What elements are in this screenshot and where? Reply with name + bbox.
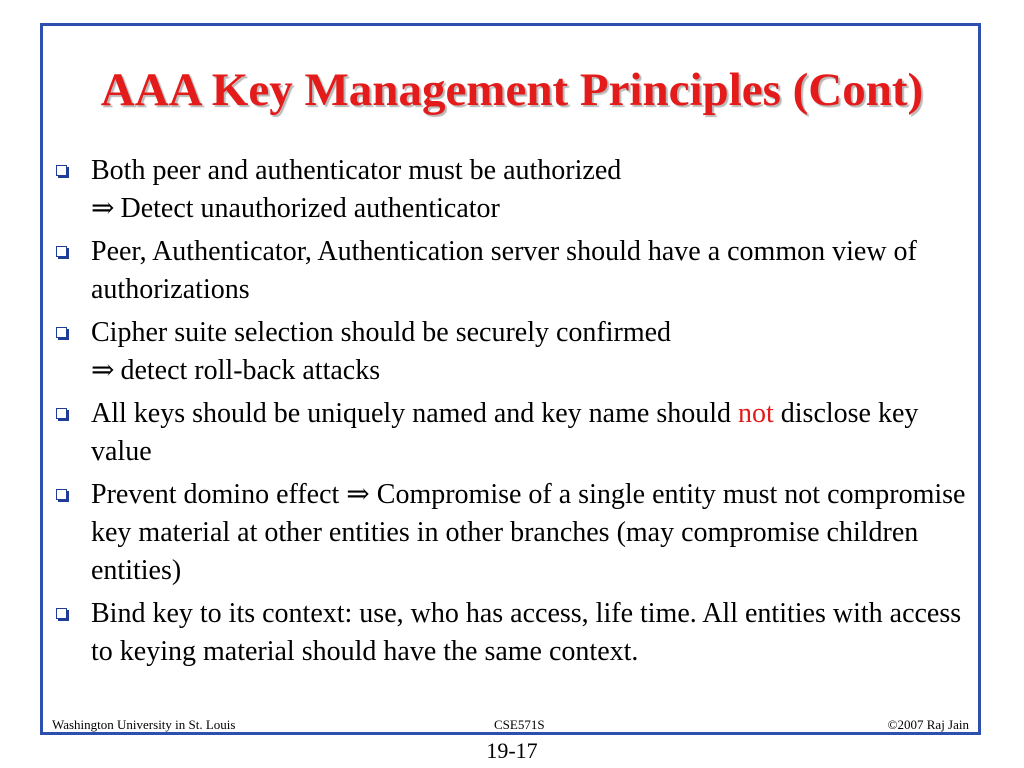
bullet-item xyxy=(56,314,966,390)
footer-institution: Washington University in St. Louis xyxy=(52,717,236,732)
bullet-text-after: Compromise of a single entity must not compromise key material at other entities in other branches (may compromise children entities) xyxy=(91,479,966,586)
square-bullet-icon xyxy=(56,165,67,176)
footer-course: CSE571S xyxy=(494,717,545,732)
bullet-list xyxy=(56,152,966,676)
implies-text: detect roll-back attacks xyxy=(120,355,381,386)
slide-footer xyxy=(52,716,969,734)
bullet-emphasis: not xyxy=(738,398,774,429)
square-bullet-icon xyxy=(56,489,67,500)
bullet-text-before: Prevent domino effect xyxy=(91,479,347,510)
implies-text: Detect unauthorized authenticator xyxy=(120,193,500,224)
page-number: 19-17 xyxy=(486,738,538,763)
bullet-text: Bind key to its context: use, who has access, life time. All entities with access to keying material should have the same context. xyxy=(91,598,962,667)
square-bullet-icon xyxy=(56,327,67,338)
bullet-item xyxy=(56,152,966,228)
bullet-item xyxy=(56,476,966,590)
bullet-text: Cipher suite selection should be securely confirmed xyxy=(91,317,672,348)
implies-line xyxy=(91,190,966,228)
bullet-item xyxy=(56,233,966,309)
slide-title: AAA Key Management Principles (Cont) xyxy=(100,64,924,116)
bullet-item xyxy=(56,595,966,671)
implies-line xyxy=(91,352,966,390)
implies-arrow-icon: ⇒ xyxy=(91,355,115,386)
footer-copyright: ©2007 Raj Jain xyxy=(887,717,969,732)
bullet-text: Peer, Authenticator, Authentication server should have a common view of authorizations xyxy=(91,236,917,305)
bullet-text: Both peer and authenticator must be authorized xyxy=(91,155,622,186)
implies-arrow-icon: ⇒ xyxy=(91,193,115,224)
bullet-text-before: All keys should be uniquely named and key name should xyxy=(91,398,738,429)
square-bullet-icon xyxy=(56,408,67,419)
square-bullet-icon xyxy=(56,246,67,257)
bullet-item xyxy=(56,395,966,471)
implies-arrow-icon: ⇒ xyxy=(346,479,370,510)
square-bullet-icon xyxy=(56,608,67,619)
bullet-text-after: disclose key value xyxy=(91,398,919,467)
